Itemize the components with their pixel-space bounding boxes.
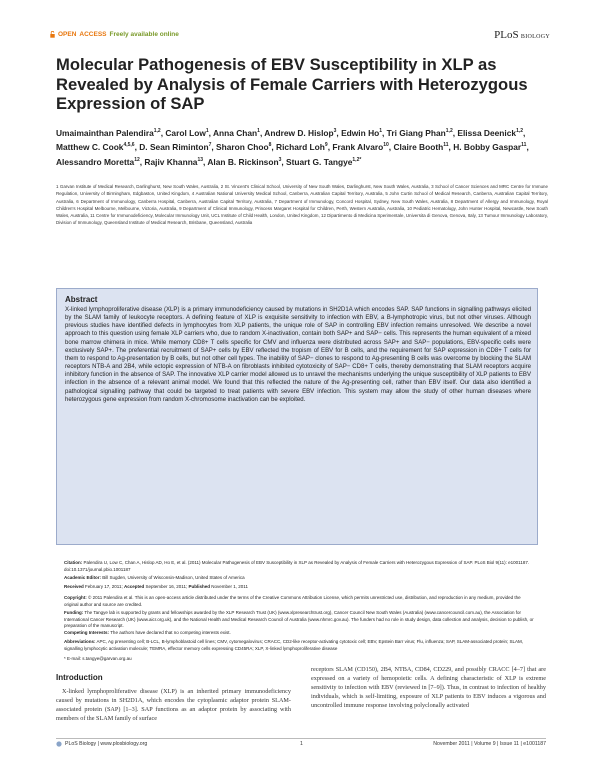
- author-name: Richard Loh$^9$: [276, 142, 328, 153]
- author-affiliation-marker: 1: [257, 128, 260, 134]
- academic-editor: Academic Editor: Bill Sugden, University of Wisconsin-Madison, United States of America: [64, 575, 245, 580]
- author-affiliation-marker: 1,2: [445, 128, 453, 134]
- freely-available-label: Freely available online: [109, 31, 179, 38]
- author-affiliation-marker: 4,5,6: [123, 142, 135, 149]
- author-affiliation-marker: 3: [278, 156, 282, 163]
- author-affiliation-marker: 8: [268, 142, 272, 149]
- author-name: Umaimainthan Palendira$^{1,2}$: [56, 127, 161, 138]
- access-label: ACCESS: [79, 31, 107, 38]
- author-name: Frank Alvaro$^{10}$: [332, 142, 389, 153]
- open-label: OPEN: [58, 31, 77, 38]
- author-name: Claire Booth$^{11}$: [393, 142, 449, 153]
- author-affiliation-marker: 11: [521, 142, 527, 149]
- author-affiliation-marker: 1,2: [153, 128, 161, 134]
- open-lock-icon: [50, 31, 55, 38]
- competing-interests: Competing Interests: The authors have declared that no competing interests exist.: [64, 630, 231, 635]
- funding: Funding: The Tangye lab is supported by grants and fellowships awarded by the XLP Research Trust (UK) (www.xlpresearchtrust.org), Cancer Council New South Wales (Australia) (www.cancercouncil.com.au), the Association for International Cancer Research (UK) (www.aicr.org.uk), and the National Health and Medical Research Council of Australia (www.nhmrc.gov.au). The funders had no role in study design, data collection and analysis, decision to publish, or preparation of the manuscript.: [64, 610, 534, 629]
- abstract-text: X-linked lymphoproliferative disease (XLP) is a primary immunodeficiency caused by mutations in SH2D1A which encodes SAP. SAP functions in signalling pathways elicited by the SLAM family of leukocyte receptors. A defining feature of XLP is exquisite sensitivity to infection with EBV, a B-lymphotropic virus, but not other viruses. Although previous studies have identified defects in lymphocytes from XLP patients, the unique role of SAP in controlling EBV infection remains unresolved. We describe a novel approach to this question using female XLP carriers who, due to random X-inactivation, contain both SAP+ and SAP− cells. This represents the human equivalent of a mixed bone marrow chimera in mice. While memory CD8+ T cells specific for CMV and influenza were distributed across SAP+ and SAP− populations, EBV-specific cells were exclusively SAP+. The preferential recruitment of SAP+ cells by EBV reflected the tropism of EBV for B cells, and the requirement for SAP expression in CD8+ T cells for them to respond to Ag-presentation by B cells, but not other cell types. The inability of SAP− clones to respond to Ag-presenting B cells was overcome by blocking the SLAM receptors NTB-A and 2B4, while ectopic expression of NTB-A on fibroblasts inhibited cytotoxicity of SAP− CD8+ T cells, thereby demonstrating that SLAM receptors acquire inhibitory function in the absence of SAP. The innovative XLP carrier model allowed us to unravel the mechanisms underlying the unique susceptibility of XLP patients to EBV infection in the absence of a relevant animal model. We found that this reflected the nature of the Ag-presenting cell, rather than EBV itself. Our data also identified a pathological signalling pathway that could be targeted to treat patients with severe EBV infection. This system may allow the study of other human diseases where heterozygous gene expression from random X-chromosome inactivation can be exploited.: [65, 307, 531, 403]
- dates: Received February 17, 2011; Accepted September 16, 2011; Published November 1, 2011: [64, 584, 248, 589]
- author-name: Rajiv Khanna$^{13}$: [144, 156, 204, 167]
- author-name: Stuart G. Tangye$^{1,2*}$: [286, 156, 362, 167]
- author-affiliation-marker: 12: [134, 156, 140, 163]
- journal-logo: PLoS BIOLOGY: [494, 29, 550, 41]
- corresponding-email: * E-mail: s.tangye@garvan.org.au: [64, 656, 132, 661]
- author-name: H. Bobby Gaspar$^{11}$: [453, 142, 527, 153]
- author-affiliation-marker: 1: [205, 128, 209, 134]
- citation: Citation: Palendira U, Low C, Chan A, Hislop AD, Ho E, et al. (2011) Molecular Pathogenesis of EBV Susceptibility in XLP as Revealed by Analysis of Female Carriers with Heterozygous Expression of SAP. PLoS Biol 9(11): e1001187. doi:10.1371/journal.pbio.1001187: [64, 560, 530, 572]
- author-name: Carol Low$^1$: [165, 127, 209, 138]
- author-name: Edwin Ho$^1$: [341, 127, 383, 138]
- author-list: Umaimainthan Palendira$^{1,2}$, Carol Low$^1$, Anna Chan$^1$, Andrew D. Hislop$^3$, Edwin Ho$^1$, Tri Giang Phan$^{1,2}$, Elissa Deenick$^{1,2}$, Matthew C. Cook$^{4,5,6}$, D. Sean Riminton$^7$, Sharon Choo$^8$, Richard Loh$^9$, Frank Alvaro$^{10}$, Claire Booth$^{11}$, H. Bobby Gaspar$^{11}$, Alessandro Moretta$^{12}$, Rajiv Khanna$^{13}$, Alan B. Rickinson$^3$, Stuart G. Tangye$^{1,2*}$: [56, 127, 529, 167]
- author-affiliation-marker: 13: [197, 156, 204, 163]
- author-affiliation-marker: 7: [208, 142, 212, 149]
- page-number: 1: [300, 741, 303, 747]
- abbreviations: Abbreviations: APC, Ag presenting cell; B-LCL, B-lymphoblastoid cell lines; CMV, cytomegalovirus; CRACC, CD2-like receptor-activating cytotoxic cell; EBV, Epstein Barr virus; Flu, influenza; SAP, SLAM-associated protein; SLAM, signalling lymphocytic activation molecule; TEMRA, effector memory cells expressing CD45RA; XLP, X-linked lymphoproliferative disease: [64, 639, 524, 651]
- author-affiliation-marker: 10: [383, 142, 389, 149]
- abstract-box: [56, 288, 538, 545]
- author-affiliation-marker: 1,2*: [352, 156, 362, 163]
- author-name: Alan B. Rickinson$^3$: [207, 156, 282, 167]
- open-access-badge: [50, 31, 179, 38]
- plos-logo-icon: [56, 741, 62, 747]
- intro-column-left: X-linked lymphoproliferative disease (XLP) is an inherited primary immunodeficiency caused by mutations in SH2D1A, which encodes the cytoplasmic adaptor protein SLAM-associated protein (SAP) [1–3]. SAP functions as an adaptor protein by associating with members of the SLAM family of surface: [56, 688, 291, 723]
- author-affiliation-marker: 3: [333, 128, 337, 134]
- author-name: D. Sean Riminton$^7$: [139, 142, 212, 153]
- abstract-heading: Abstract: [65, 295, 98, 304]
- author-name: Anna Chan$^1$: [212, 127, 260, 138]
- footer-rule: [56, 738, 546, 739]
- intro-column-right: receptors SLAM (CD150), 2B4, NTBA, CD84, CD229, and possibly CRACC [4–7] that are expressed on a variety of hemopoietic cells. A defining characteristic of XLP is extreme sensitivity to infection with EBV (reviewed in [7–9]). Thus, in contrast to infection of healthy individuals, which is self-limiting, exposure of XLP patients to EBV induces a vigorous and uncontrolled immune response involving polyclonally activated: [311, 666, 546, 710]
- affiliations: 1 Garvan Institute of Medical Research, Darlinghurst, New South Wales, Australia, 2 St. Vincent's Clinical School, University of New South Wales, Darlinghurst, New South Wales, Australia, 3 School of Cancer Sciences and MRC Centre for Immune Regulation, University of Birmingham, Edgbaston, United Kingdom, 4 Australian National University Medical School, Canberra, Australian Capital Territory, Australia, 5 John Curtin School of Medical Research, Canberra, Australian Capital Territory, Australia, 6 Department of Immunology, Canberra Hospital, Canberra, Australian Capital Territory, Australia, 7 Department of Immunology, Concord Hospital, Sydney, New South Wales, Australia, 8 Department of Allergy and Immunology, Royal Children's Hospital Melbourne, Melbourne, Victoria, Australia, 9 Department of Clinical Immunology, Princess Margaret Hospital for Children, Perth, Western Australia, Australia, 10 Pediatric Hematology, John Hunter Hospital, Newcastle, New South Wales, Australia, 11 Centre for Immunodeficiency, Molecular Immunology Unit, UCL Institute of Child Health, London, United Kingdom, 12 Dipartimento di Medicina Sperimentale, Universita di Genova, Genova, Italy, 13 Tumour Immunology Laboratory, Division of Immunology, Queensland Institute of Medical Research, Brisbane, Queensland, Australia: [56, 184, 548, 226]
- page-footer: [56, 741, 546, 751]
- author-name: Tri Giang Phan$^{1,2}$: [386, 127, 453, 138]
- author-affiliation-marker: 9: [324, 142, 328, 149]
- article-title: Molecular Pathogenesis of EBV Susceptibility in XLP as Revealed by Analysis of Female Carriers with Heterozygous Expression of SAP: [56, 55, 528, 113]
- author-name: Andrew D. Hislop$^3$: [264, 127, 337, 138]
- author-name: Sharon Choo$^8$: [216, 142, 272, 153]
- introduction-heading: Introduction: [56, 673, 103, 682]
- author-name: Elissa Deenick$^{1,2}$: [457, 127, 524, 138]
- author-affiliation-marker: 11: [443, 142, 449, 149]
- footer-issue: November 2011 | Volume 9 | Issue 11 | e1001187: [433, 741, 546, 747]
- copyright: Copyright: © 2011 Palendira et al. This is an open-access article distributed under the terms of the Creative Commons Attribution License, which permits unrestricted use, distribution, and reproduction in any medium, provided the original author and source are credited.: [64, 595, 521, 607]
- journal-header: [50, 31, 550, 43]
- author-affiliation-marker: 1: [379, 128, 383, 134]
- footer-journal: PLoS Biology | www.plosbiology.org: [56, 741, 147, 747]
- author-affiliation-marker: 1,2: [516, 128, 524, 134]
- author-name: Matthew C. Cook$^{4,5,6}$: [56, 142, 135, 153]
- author-name: Alessandro Moretta$^{12}$: [56, 156, 140, 167]
